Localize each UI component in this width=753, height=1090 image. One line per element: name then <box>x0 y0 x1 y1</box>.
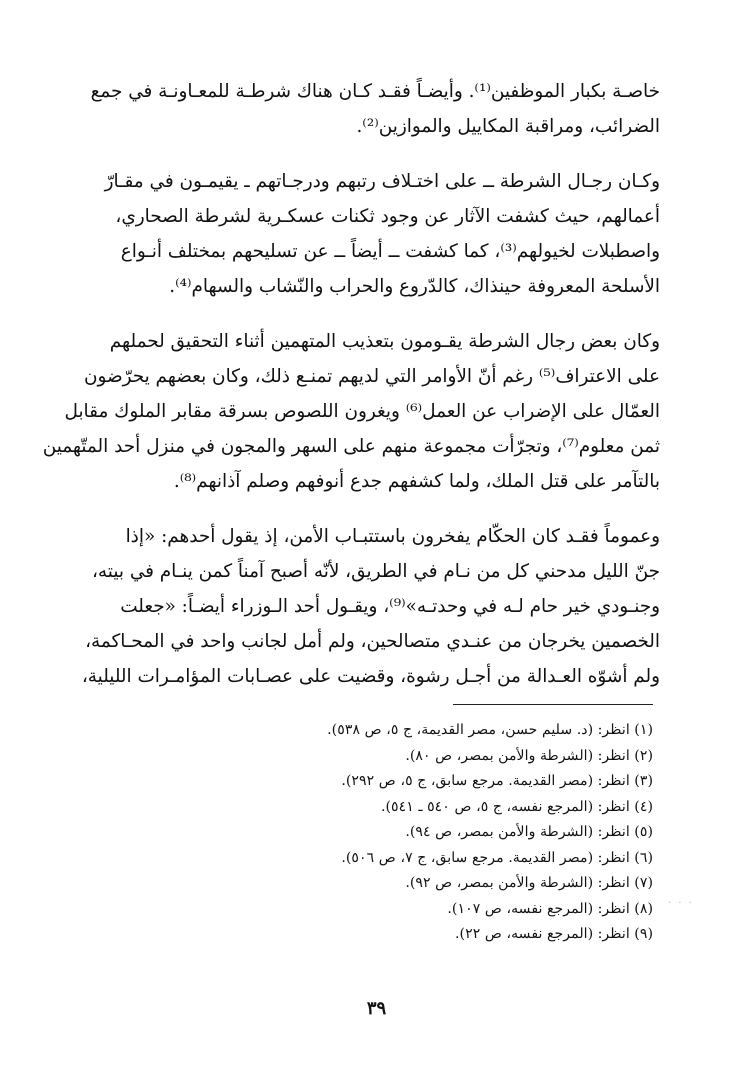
footnote-item: (٣) انظر: (مصر القديمة. مرجع سابق، ج ٥، ص ٢٩٢). <box>341 773 653 789</box>
footnote-item: (١) انظر: (د. سليم حسن، مصر القديمة، ج ٥، ص ٥٣٨). <box>327 722 653 738</box>
footnote-item: (٤) انظر: (المرجع نفسه، ج ٥، ص ٥٤٠ ـ ٥٤١). <box>380 798 653 815</box>
paragraph <box>81 519 660 694</box>
text-line: بالتآمر على قتل الملك، ولما كشفهم جدع أنوفهم وصلم آذانهم⁽⁸⁾. <box>173 471 660 492</box>
text-line: وكان بعض رجال الشرطة يقـومون بتعذيب المتهمين أثناء التحقيق لحملهم <box>109 331 660 352</box>
footnotes-list <box>93 718 653 948</box>
paragraph <box>100 164 660 304</box>
main-text <box>42 74 660 714</box>
text-line: خاصـة بكبار الموظفين⁽¹⁾. وأيضـاً فقـد كـان هناك شرطـة للمعـاونـة في جمع <box>90 81 660 102</box>
margin-mark: · · · <box>668 898 694 909</box>
text-line: ولم أشوّه العـدالة من أجـل رشوة، وقضيت على عصـابات المؤامـرات الليلية، <box>81 666 660 687</box>
text-line: الضرائب، ومراقبة المكاييل والموازين⁽²⁾. <box>356 116 660 137</box>
text-line: أعمالهم، حيث كشفت الآثار عن وجود ثكنات عسكـرية لشرطة الصحاري، <box>115 206 660 227</box>
text-line: ثمن معلوم⁽⁷⁾، وتجرّأت مجموعة منهم على السهر والمجون في منزل أحد المتّهمين <box>42 436 660 457</box>
footnote-item: (٦) انظر: (مصر القديمة. مرجع سابق، ج ٧، ص ٥٠٦). <box>341 849 653 866</box>
paragraph <box>90 74 660 144</box>
text-line: واصطبلات لخيولهم⁽³⁾، كما كشفت ــ أيضاً ــ عن تسليحهم بمختلف أنـواع <box>120 241 660 262</box>
page-number: ٣٩ <box>366 998 387 1019</box>
footnote-item: (٢) انظر: (الشرطة والأمن بمصر، ص ٨٠). <box>405 747 653 764</box>
text-line: العمّال على الإضراب عن العمل⁽⁶⁾ ويغرون اللصوص بسرقة مقابر الملوك مقابل <box>64 401 660 422</box>
footnote-item: (٩) انظر: (المرجع نفسه، ص ٢٢). <box>455 926 653 942</box>
footnote-item: (٧) انظر: (الشرطة والأمن بمصر، ص ٩٢). <box>405 875 653 891</box>
text-line: وجنـودي خير حام لـه في وحدتـه»⁽⁹⁾، ويقـول أحد الـوزراء أيضـاً: «جعلت <box>120 596 660 617</box>
footnote-item: (٨) انظر: (المرجع نفسه، ص ١٠٧). <box>447 900 653 917</box>
paragraph <box>42 324 660 499</box>
footnote-divider <box>453 704 653 705</box>
footnote-item: (٥) انظر: (الشرطة والأمن بمصر، ص ٩٤). <box>405 824 653 840</box>
text-line: الخصمين يخرجان من عنـدي متصالحين، ولم أمل لجانب واحد في المحـاكمة، <box>85 631 660 652</box>
text-line: وعموماً فقـد كان الحكّام يفخرون باستتبـاب الأمن، إذ يقول أحدهم: «إذا <box>125 526 660 547</box>
text-line: على الاعتراف⁽⁵⁾ رغم أنّ الأوامر التي لديهم تمنـع ذلك، وكان بعضهم يحرّضون <box>83 366 660 387</box>
text-line: وكـان رجـال الشرطة ــ على اختـلاف رتبهم ودرجـاتهم ـ يقيمـون في مقـارّ <box>104 171 660 192</box>
text-line: جنّ الليل مدحني كل من نـام في الطريق، لأنّه أصبح آمناً كمن ينـام في بيته، <box>91 561 660 582</box>
text-line: الأسلحة المعروفة حينذاك، كالدّروع والحراب والنّشاب والسهام⁽⁴⁾. <box>169 276 660 297</box>
